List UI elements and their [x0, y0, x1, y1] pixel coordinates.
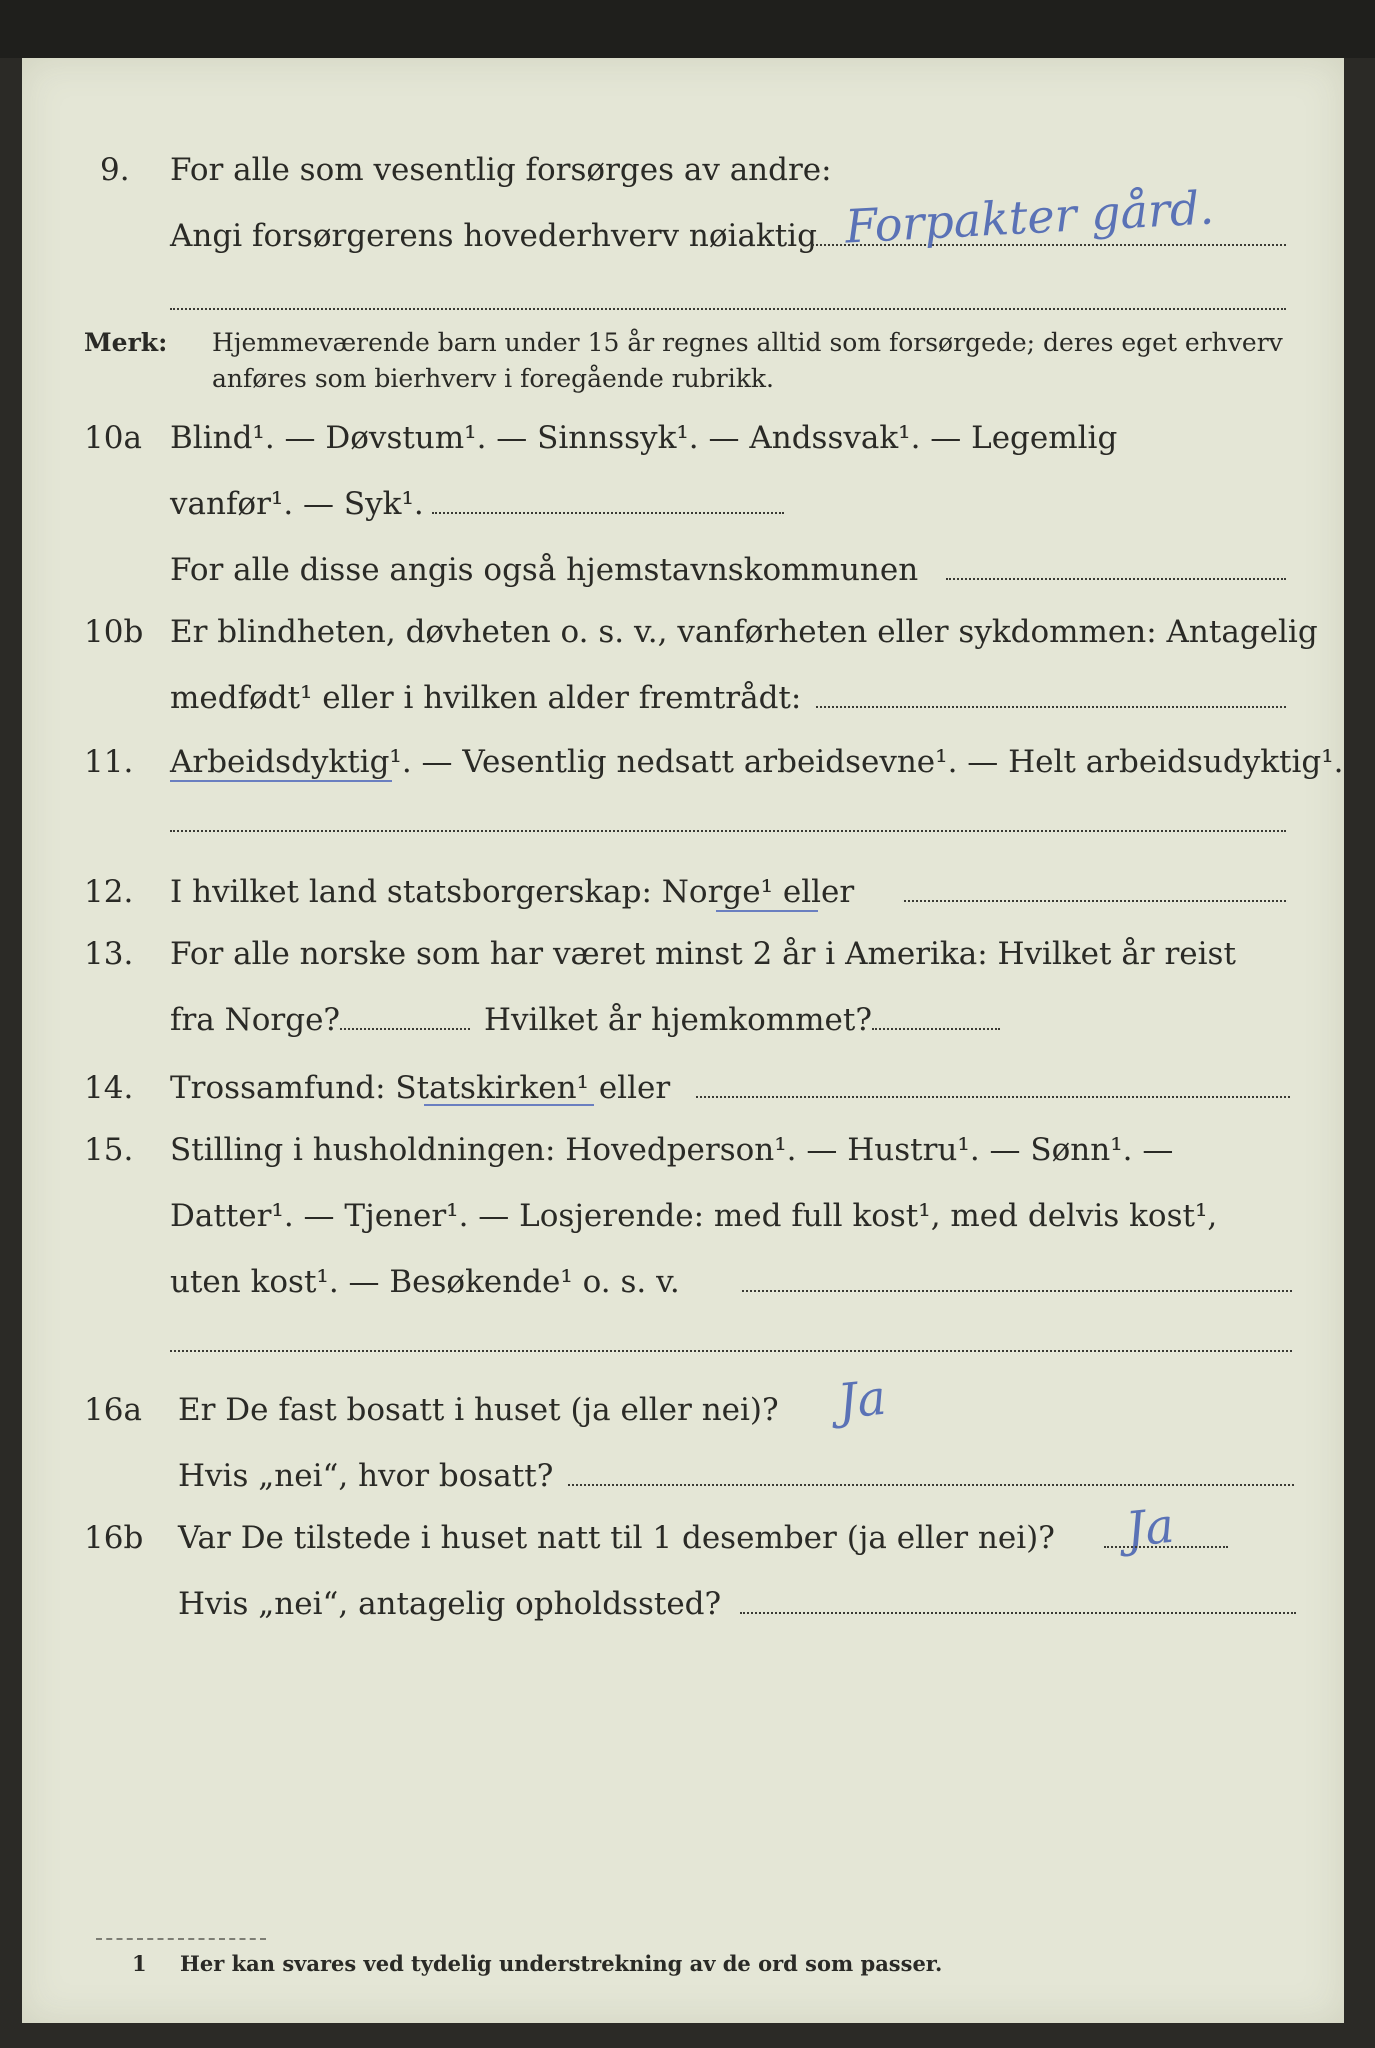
q12-dotline: [904, 900, 1286, 902]
q10b-number: 10b: [84, 614, 144, 650]
q11-dotline: [170, 830, 1286, 832]
q15-number: 15.: [84, 1132, 134, 1168]
note-line2: anføres som bierhverv i foregående rubrikk.: [212, 364, 774, 393]
q15-extra-dotline: [170, 1350, 1292, 1352]
q11-line1: Arbeidsdyktig¹. — Vesentlig nedsatt arbeidsevne¹. — Helt arbeidsudyktig¹.: [170, 744, 1344, 780]
q14-line1: Trossamfund: Statskirken¹ eller: [170, 1070, 671, 1106]
q15-line3: uten kost¹. — Besøkende¹ o. s. v.: [170, 1264, 680, 1300]
q14-number: 14.: [84, 1070, 134, 1106]
q9-handwritten-answer: Forpakter gård.: [843, 180, 1216, 254]
q16b-number: 16b: [84, 1520, 144, 1556]
note-line1: Hjemmeværende barn under 15 år regnes alltid som forsørgede; deres eget erhverv: [212, 328, 1283, 357]
q14-underline-statskirken: [424, 1104, 594, 1106]
footnote-rule: [96, 1938, 266, 1940]
q16a-number: 16a: [84, 1392, 142, 1428]
scan-top-edge: [0, 0, 1375, 58]
q15-dotline: [742, 1290, 1292, 1292]
q10a-line1: Blind¹. — Døvstum¹. — Sinnssyk¹. — Andssvak¹. — Legemlig: [170, 420, 1118, 456]
q10b-line2: medfødt¹ eller i hvilken alder fremtrådt:: [170, 680, 802, 716]
q16b-line1-dotline: [1104, 1546, 1228, 1548]
q16b-dotline: [740, 1612, 1296, 1614]
q13-hjemkommet-dotline: [872, 1028, 1000, 1030]
q10a-line2: vanfør¹. — Syk¹.: [170, 486, 424, 522]
footnote-mark: 1: [132, 1951, 147, 1976]
q13-reist-dotline: [340, 1028, 470, 1030]
q16a-line1: Er De fast bosatt i huset (ja eller nei)?: [178, 1392, 779, 1428]
q10a-line2-dotline: [432, 512, 784, 514]
note-label: Merk:: [84, 328, 168, 357]
q14-dotline: [696, 1096, 1290, 1098]
q10a-line3-dotline: [946, 578, 1286, 580]
q11-number: 11.: [84, 744, 134, 780]
q13-line2-hjemkommet: Hvilket år hjemkommet?: [484, 1002, 872, 1038]
q16a-dotline: [568, 1484, 1294, 1486]
q11-underline-arbeidsdyktig: [170, 780, 392, 782]
q9-extra-dotline: [170, 308, 1286, 310]
q15-line1: Stilling i husholdningen: Hovedperson¹. — Hustru¹. — Sønn¹. —: [170, 1132, 1174, 1168]
q10a-number: 10a: [84, 420, 142, 456]
q9-question-line2: Angi forsørgerens hovederhverv nøiaktig: [170, 218, 817, 254]
q12-underline-norge: [716, 910, 818, 912]
q16b-handwritten-answer: Ja: [1123, 1497, 1177, 1559]
q9-question-line1: For alle som vesentlig forsørges av andre:: [170, 152, 832, 188]
q13-line2-reist: fra Norge?: [170, 1002, 341, 1038]
q13-line1: For alle norske som har været minst 2 år i Amerika: Hvilket år reist: [170, 936, 1236, 972]
q12-line1: I hvilket land statsborgerskap: Norge¹ eller: [170, 874, 855, 910]
q10b-dotline: [816, 706, 1286, 708]
q10a-line3: For alle disse angis også hjemstavnskommunen: [170, 552, 919, 588]
q9-number: 9.: [100, 152, 130, 188]
q10b-line1: Er blindheten, døvheten o. s. v., vanførheten eller sykdommen: Antagelig: [170, 614, 1318, 650]
q15-line2: Datter¹. — Tjener¹. — Losjerende: med full kost¹, med delvis kost¹,: [170, 1198, 1218, 1234]
q16b-line2: Hvis „nei“, antagelig opholdssted?: [178, 1586, 722, 1622]
q16b-line1: Var De tilstede i huset natt til 1 desember (ja eller nei)?: [178, 1520, 1055, 1556]
footnote-text: Her kan svares ved tydelig understrekning av de ord som passer.: [180, 1951, 943, 1976]
q13-number: 13.: [84, 936, 134, 972]
q16a-handwritten-answer: Ja: [835, 1369, 889, 1431]
q16a-line2: Hvis „nei“, hvor bosatt?: [178, 1458, 554, 1494]
q12-number: 12.: [84, 874, 134, 910]
